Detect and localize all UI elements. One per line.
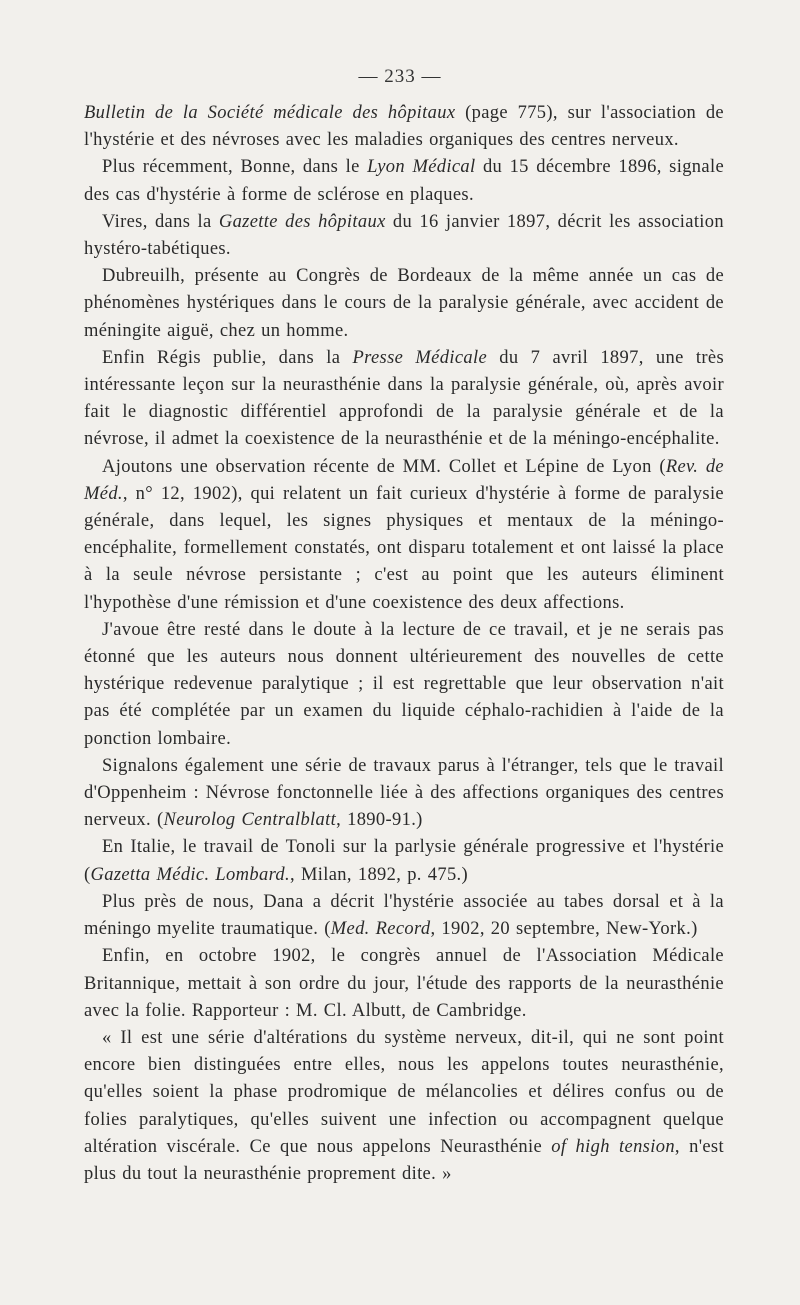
text-run: Plus près de nous, Dana a décrit l'hystérie associée au tabes dorsal et à la méningo myelite traumatique. ( <box>84 891 724 940</box>
text-run: Plus récemment, Bonne, dans le <box>102 157 368 178</box>
text-run: , Milan, 1892, p. 475.) <box>290 864 469 885</box>
paragraph-5 <box>84 345 724 454</box>
paragraph-8 <box>84 753 724 835</box>
text-run: , 1902, 20 septembre, New-York.) <box>430 919 698 940</box>
journal-title: Med. Record <box>330 919 431 940</box>
text-run: du 7 avril 1897, une très intéressante leçon sur la neurasthénie dans la paralysie générale, où, après avoir fait le diagnostic différentiel approfondi de la paralysie générale et de la névrose, il admet la coexistence de la neurasthénie et de la méningo-encéphalite. <box>84 347 724 450</box>
journal-title: Lyon Médical <box>367 157 476 178</box>
paragraph-3 <box>84 209 724 263</box>
paragraph-1 <box>84 100 724 154</box>
text-run: Signalons également une série de travaux parus à l'étranger, tels que le travail d'Oppenheim : Névrose fonctonnelle liée à des affections organiques des centres nerveux. ( <box>84 755 724 831</box>
paragraph-6 <box>84 454 724 617</box>
text-run: du 15 décembre 1896, signale des cas d'hystérie à forme de sclérose en plaques. <box>84 157 725 205</box>
text-run: Dubreuilh, présente au Congrès de Bordeaux de la même année un cas de phénomènes hystériques dans le cours de la paralysie générale, avec accident de méningite aiguë, chez un homme. <box>84 266 724 341</box>
paragraph-11 <box>84 943 724 1025</box>
journal-title: Rev. de Méd. <box>84 456 724 504</box>
text-run: En Italie, le travail de Tonoli sur la parlysie générale progressive et l'hystérie ( <box>84 837 724 885</box>
emphasis-phrase: of high tension <box>551 1136 675 1157</box>
page-number: — 233 — <box>358 66 442 87</box>
page-body-text <box>84 100 724 1188</box>
paragraph-4 <box>84 263 724 345</box>
journal-title: Gazette des hôpitaux <box>218 211 386 232</box>
text-run: , n° 12, 1902), qui relatent un fait curieux d'hystérie à forme de paralysie générale, dans lequel, les signes physiques et mentaux de la méningo-encéphalite, formellement constatés, ont disparu totalement et ont laissé la place à la seule névrose persistante ; c'est au point que les auteurs éliminent l'hypothèse d'une rémission et d'une coexistence des deux affections. <box>84 483 724 613</box>
paragraph-12-quote <box>84 1025 724 1188</box>
journal-title: Neurolog Centralblatt <box>163 810 337 831</box>
text-run: (page 775), sur l'association de l'hystérie et des névroses avec les maladies organiques des centres nerveux. <box>84 103 724 151</box>
text-run: du 16 janvier 1897, décrit les association hystéro-tabétiques. <box>84 211 724 260</box>
text-run: Enfin, en octobre 1902, le congrès annuel de l'Association Médicale Britannique, mettait à son ordre du jour, l'étude des rapports de la neurasthénie avec la folie. Rapporteur : M. Cl. Albutt, de Cambridge. <box>84 946 724 1021</box>
journal-title: Gazetta Médic. Lombard. <box>90 864 291 885</box>
text-run: Enfin Régis publie, dans la <box>102 347 353 368</box>
paragraph-7 <box>84 617 724 753</box>
paragraph-9 <box>84 834 724 888</box>
text-run: , 1890-91.) <box>336 810 423 831</box>
text-run: , n'est plus du tout la neurasthénie proprement dite. » <box>84 1136 724 1184</box>
text-run: Vires, dans la <box>102 211 219 232</box>
text-run: Ajoutons une observation récente de MM. Collet et Lépine de Lyon ( <box>102 456 666 477</box>
text-run: J'avoue être resté dans le doute à la lecture de ce travail, et je ne serais pas étonné que les auteurs nous donnent ultérieurement des nouvelles de cette hystérique redevenue paralytique ; il est regrettable que leur observation n'ait pas été complétée par un examen du liquide céphalo-rachidien à l'aide de la ponction lombaire. <box>84 619 724 749</box>
text-run: « Il est une série d'altérations du système nerveux, dit-il, qui ne sont point encore bien distinguées entre elles, nous les appelons toutes neurasthénie, qu'elles soient la phase prodromique de mélancolies et délires confus ou de folies paralytiques, qu'elles suivent une infection ou accompagnent quelque altération viscérale. Ce que nous appelons Neurasthénie <box>84 1027 724 1157</box>
paragraph-2 <box>84 154 724 208</box>
journal-title: Presse Médicale <box>352 347 488 368</box>
paragraph-10 <box>84 889 724 943</box>
journal-title: Bulletin de la Société médicale des hôpitaux <box>84 103 456 123</box>
